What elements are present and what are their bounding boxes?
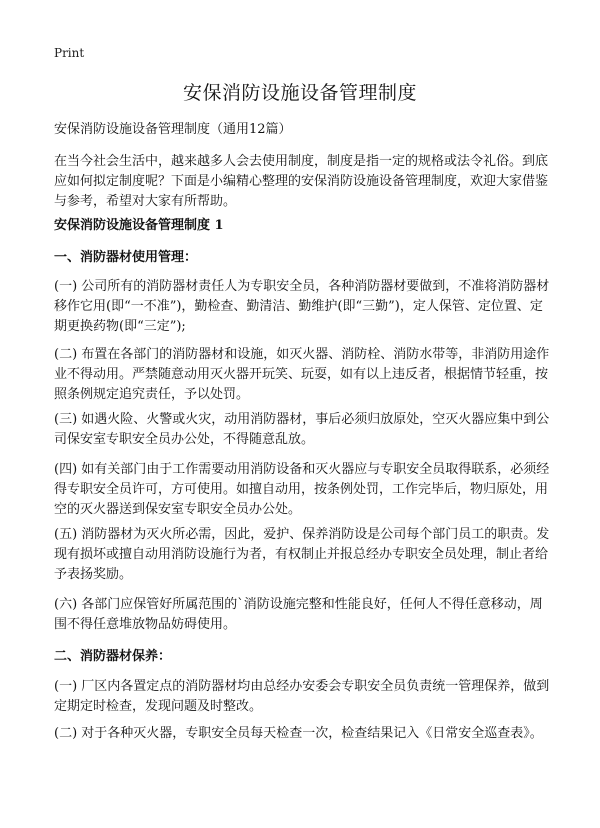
use-item: (五) 消防器材为灭火所必需，因此，爱护、保养消防设是公司每个部门员工的职责。发现有损坏或擅自动用消防设施行为者，有权制止并报总经办专职安全员处理，制止者给予表扬奖励。 [54,527,550,582]
use-management-heading: 一、消防器材使用管理： [54,250,198,265]
use-item: (三) 如遇火险、火警或火灾，动用消防器材，事后必须归放原处，空灭火器应集中到公司保安室专职安全员办公处，不得随意乱放。 [54,412,550,447]
intro-paragraph: 在当今社会生活中，越来越多人会去使用制度，制度是指一定的规格或法令礼俗。到底应如何拟定制度呢？下面是小编精心整理的安保消防设施设备管理制度，欢迎大家借鉴与参考，希望对大家有所帮助。 [54,154,549,209]
use-item: (四) 如有关部门由于工作需要动用消防设备和灭火器应与专职安全员取得联系，必须经得专职安全员许可，方可使用。如擅自动用，按条例处罚，工作完毕后，物归原处，用空的灭火器送到保安室专职安全员办公处。 [54,462,550,517]
use-item: (六) 各部门应保管好所属范围的`消防设施完整和性能良好，任何人不得任意移动，周围不得任意堆放物品妨碍使用。 [54,597,543,632]
use-item: (二) 布置在各部门的消防器材和设施，如灭火器、消防栓、消防水带等，非消防用途作业不得动用。严禁随意动用灭火器开玩笑、玩耍，如有以上违反者，根据情节轻重，按照条例规定追究责任，予以处罚。 [54,347,550,402]
document-title: 安保消防设施设备管理制度 [182,82,417,104]
care-item: (一) 厂区内各置定点的消防器材均由总经办安委会专职安全员负责统一管理保养，做到定期定时检查，发现问题及时整改。 [54,679,550,714]
print-link[interactable]: Print [54,46,85,60]
maintenance-heading: 二、消防器材保养： [54,649,172,664]
use-item: (一) 公司所有的消防器材责任人为专职安全员，各种消防器材要做到，不准将消防器材移作它用(即“一不准”)，勤检查、勤清洁、勤维护(即“三勤”)，定人保管、定位置、定期更换药物(即“三定”); [54,279,550,334]
care-item: (二) 对于各种灭火器，专职安全员每天检查一次，检查结果记入《日常安全巡查表》。 [54,726,543,741]
section-heading: 安保消防设施设备管理制度 1 [54,218,224,233]
document-subtitle: 安保消防设施设备管理制度（通用12篇） [54,122,292,137]
